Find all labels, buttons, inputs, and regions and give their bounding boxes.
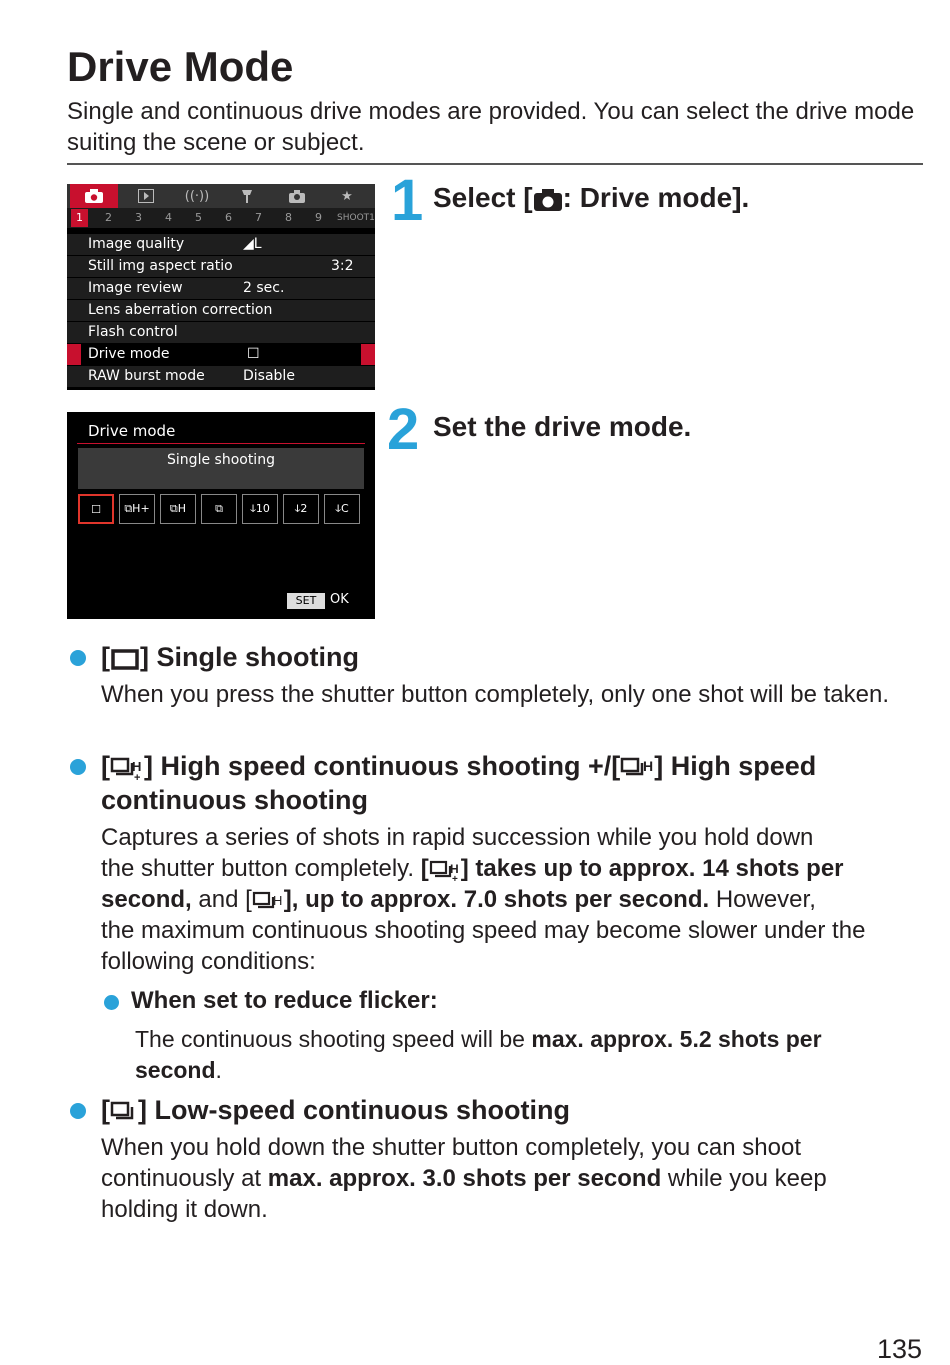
wireless-icon[interactable]: ((·)) (184, 188, 210, 204)
high-speed-body-2c: up to approx. 14 shots per (543, 855, 844, 882)
menu-item-label: Lens aberration correction (88, 302, 273, 318)
play-icon[interactable] (122, 184, 170, 208)
step-1-pre: Select [ (433, 182, 533, 213)
flicker-body-1a: The continuous shooting speed will be (135, 1026, 532, 1052)
single-shooting-title: ] Single shooting (140, 642, 359, 672)
divider (77, 443, 365, 444)
custom-icon[interactable] (273, 184, 321, 208)
high-speed-icon (620, 755, 654, 781)
menu-item-value: ◢L (243, 236, 262, 252)
divider (67, 163, 923, 165)
low-speed-icon[interactable]: ⧉ (201, 494, 237, 524)
high-speed-body: Captures a series of shots in rapid succession while you hold down the shutter button completely. [ H + ] takes up to approx. 14 shots per second, and [ H ], up to approx. 7.0 shots per second. However, the maximum continuous shooting speed may become slower under the following conditions: (101, 824, 866, 975)
menu-item-label: Still img aspect ratio (88, 258, 233, 274)
high-speed-plus-icon[interactable]: ⧉H+ (119, 494, 155, 524)
page-number: 135 (876, 1334, 922, 1364)
low-speed-body-1: When you hold down the shutter button completely, you can shoot (101, 1134, 801, 1161)
flicker-body-1b: max. approx. 5.2 shots per (531, 1026, 822, 1052)
camera-icon[interactable] (70, 184, 118, 208)
flicker-body (135, 1024, 905, 1086)
flicker-body-2a: second (135, 1057, 216, 1083)
menu-item-aspect-ratio[interactable] (67, 256, 375, 278)
high-speed-title-2: ] High speed (654, 751, 817, 781)
menu-item-value: 2 sec. (243, 280, 285, 296)
step-1-post: : Drive mode]. (562, 182, 750, 213)
current-mode-label: Single shooting (78, 448, 364, 489)
low-speed-body-2c: while you keep (661, 1165, 827, 1192)
high-speed-body-3c: ], up to approx. 7.0 shots per second. (283, 886, 710, 913)
single-shooting-body: When you press the shutter button completely, only one shot will be taken. (101, 681, 889, 708)
menu-item-image-review[interactable] (67, 278, 375, 300)
drive-screen-title: Drive mode (88, 422, 176, 440)
single-shooting-heading: [ ] Single shooting (101, 642, 359, 672)
svg-text:H: H (449, 861, 459, 876)
menu-item-label: Image quality (88, 236, 185, 252)
step-number: 2 (387, 397, 420, 462)
high-speed-body-5: following conditions: (101, 948, 316, 975)
bullet-dot (70, 1103, 86, 1119)
menu-item-drive-mode[interactable] (67, 344, 375, 366)
high-speed-heading: [ H + ] High speed continuous shooting +/[ H ] High speed continuous shooting (101, 751, 817, 815)
menu-item-value: ☐ (247, 346, 260, 362)
camera-menu-screen (67, 184, 375, 390)
low-speed-body (101, 1132, 913, 1225)
menu-page-8[interactable]: 8 (285, 211, 292, 224)
menu-page-6[interactable]: 6 (225, 211, 232, 224)
menu-page-7[interactable]: 7 (255, 211, 262, 224)
svg-text:H: H (272, 892, 283, 908)
high-speed-title-1: ] High speed continuous shooting +/[ (144, 751, 621, 781)
step-1-text (433, 182, 749, 214)
low-speed-icon (110, 1099, 138, 1125)
menu-page-bar (67, 208, 375, 228)
svg-text:H: H (643, 757, 654, 774)
single-shot-icon (110, 647, 140, 671)
menu-page-1[interactable]: 1 (71, 209, 88, 227)
high-speed-plus-icon (429, 858, 461, 882)
menu-item-flash-control[interactable] (67, 322, 375, 344)
step-number: 1 (391, 168, 424, 233)
flicker-heading: When set to reduce flicker: (131, 987, 438, 1014)
low-speed-title: ] Low-speed continuous shooting (138, 1095, 570, 1125)
single-shot-icon[interactable]: ☐ (78, 494, 114, 524)
wrench-icon[interactable] (223, 184, 271, 208)
menu-page-9[interactable]: 9 (315, 211, 322, 224)
menu-item-label: RAW burst mode (88, 368, 205, 384)
svg-text:H: H (132, 758, 142, 774)
bullet-dot (104, 995, 119, 1010)
star-icon[interactable]: ★ (341, 188, 353, 204)
self-timer-continuous-icon[interactable]: ↆC (324, 494, 360, 524)
high-speed-body-2b: ] takes (460, 855, 544, 882)
ok-label: OK (330, 592, 349, 607)
menu-item-label: Drive mode (88, 346, 170, 362)
bullet-dot (70, 650, 86, 666)
high-speed-body-3d: However, (709, 886, 816, 913)
high-speed-title-3: continuous shooting (101, 785, 368, 815)
intro-text: Single and continuous drive modes are provided. You can select the drive mode suiting the scene or subject. (67, 98, 915, 156)
set-label: SET (287, 593, 325, 609)
high-speed-body-1: Captures a series of shots in rapid succession while you hold down (101, 824, 814, 851)
menu-page-shoot1: SHOOT1 (337, 213, 375, 223)
menu-page-5[interactable]: 5 (195, 211, 202, 224)
self-timer-10-icon[interactable]: ↆ10 (242, 494, 278, 524)
drive-mode-screen (67, 412, 375, 619)
menu-item-lens-aberration[interactable] (67, 300, 375, 322)
menu-page-4[interactable]: 4 (165, 211, 172, 224)
menu-item-raw-burst[interactable] (67, 366, 375, 388)
low-speed-body-2b: max. approx. 3.0 shots per second (267, 1165, 662, 1192)
high-speed-body-4: the maximum continuous shooting speed may become slower under the (101, 917, 866, 944)
low-speed-body-3: holding it down. (101, 1196, 268, 1223)
menu-page-3[interactable]: 3 (135, 211, 142, 224)
svg-text:+: + (451, 873, 458, 882)
high-speed-body-2a: the shutter button completely. (101, 855, 421, 882)
step-2-text: Set the drive mode. (433, 411, 692, 442)
menu-item-value: 3:2 (331, 258, 354, 274)
high-speed-icon[interactable]: ⧉H (160, 494, 196, 524)
set-ok-button[interactable] (287, 591, 353, 611)
camera-icon (533, 188, 563, 212)
menu-item-label: Image review (88, 280, 183, 296)
self-timer-2-icon[interactable]: ↆ2 (283, 494, 319, 524)
menu-item-image-quality[interactable] (67, 234, 375, 256)
high-speed-plus-icon (110, 755, 144, 781)
high-speed-icon (252, 889, 284, 913)
flicker-body-2b: . (215, 1057, 222, 1083)
svg-text:+: + (134, 771, 141, 781)
low-speed-body-2a: continuously at (101, 1165, 268, 1192)
menu-page-2[interactable]: 2 (105, 211, 112, 224)
high-speed-body-3a: second, (101, 886, 192, 913)
page-title: Drive Mode (67, 43, 294, 90)
menu-tab-bar (67, 184, 375, 208)
high-speed-body-3b: and [ (191, 886, 252, 913)
menu-item-label: Flash control (88, 324, 178, 340)
bullet-dot (70, 759, 86, 775)
menu-item-value: Disable (243, 368, 295, 384)
low-speed-heading: [ ] Low-speed continuous shooting (101, 1095, 570, 1125)
